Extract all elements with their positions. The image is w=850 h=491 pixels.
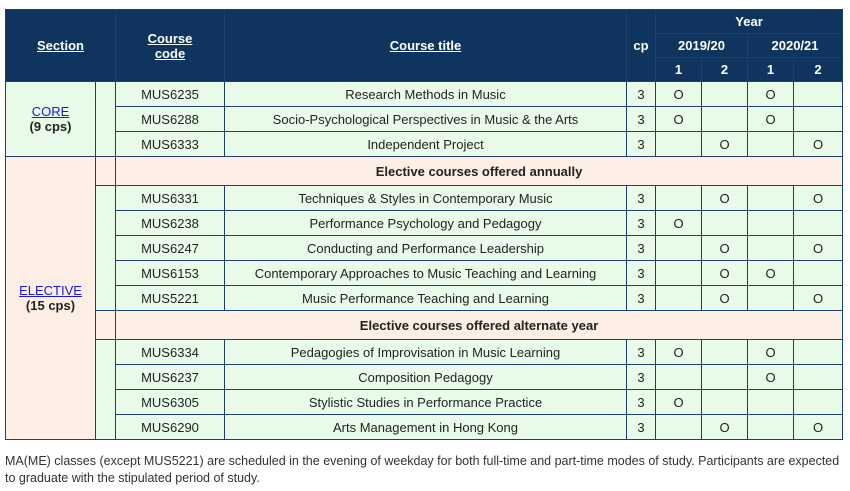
offer-2019-s2: [702, 340, 748, 365]
course-code: MUS6333: [116, 132, 225, 157]
course-code: MUS6290: [116, 415, 225, 440]
schedule-note: MA(ME) classes (except MUS5221) are scheduled in the evening of weekday for both full-time and part-time modes of study. Participants are expected to graduate with the stipulated period of study.: [5, 454, 840, 485]
elective-link[interactable]: ELECTIVE: [19, 283, 82, 298]
offer-2020-s1: [748, 286, 794, 311]
offer-2020-s1: [748, 390, 794, 415]
course-cp: 3: [627, 390, 656, 415]
course-cp: 3: [627, 236, 656, 261]
table-row: [6, 186, 843, 211]
offer-2020-s1: O: [748, 82, 794, 107]
offer-2020-s2: [794, 82, 843, 107]
table-row: [6, 132, 843, 157]
group-header-row: [6, 157, 843, 186]
course-title: Performance Psychology and Pedagogy: [225, 211, 627, 236]
course-code: MUS6235: [116, 82, 225, 107]
offer-2019-s2: O: [702, 236, 748, 261]
row-spacer: [96, 340, 116, 440]
section-elective: [6, 157, 96, 440]
course-title: Arts Management in Hong Kong: [225, 415, 627, 440]
row-spacer: [96, 311, 116, 340]
offer-2019-s2: [702, 211, 748, 236]
course-title: Socio-Psychological Perspectives in Music & the Arts: [225, 107, 627, 132]
offer-2020-s1: [748, 236, 794, 261]
header-cp: cp: [627, 10, 656, 82]
offer-2020-s2: O: [794, 236, 843, 261]
group-title-alternate: Elective courses offered alternate year: [116, 311, 843, 340]
offer-2019-s2: O: [702, 415, 748, 440]
offer-2020-s2: [794, 390, 843, 415]
offer-2020-s1: O: [748, 365, 794, 390]
table-row: [6, 82, 843, 107]
offer-2019-s2: [702, 82, 748, 107]
offer-2019-s1: O: [656, 211, 702, 236]
table-row: [6, 107, 843, 132]
offer-2020-s2: O: [794, 132, 843, 157]
table-row: [6, 286, 843, 311]
offer-2019-s1: [656, 365, 702, 390]
offer-2019-s1: O: [656, 340, 702, 365]
offer-2019-s1: [656, 186, 702, 211]
course-cp: 3: [627, 415, 656, 440]
header-year-2019: 2019/20: [656, 34, 748, 58]
offer-2020-s1: O: [748, 261, 794, 286]
header-course-code-line2: code: [154, 45, 186, 61]
offer-2020-s2: [794, 365, 843, 390]
header-course-code: [116, 10, 225, 82]
table-body: [6, 82, 843, 440]
header-sem-2: 2: [794, 58, 843, 82]
offer-2019-s1: [656, 236, 702, 261]
course-code: MUS6238: [116, 211, 225, 236]
course-cp: 3: [627, 211, 656, 236]
offer-2019-s2: [702, 365, 748, 390]
offer-2019-s2: O: [702, 261, 748, 286]
course-cp: 3: [627, 261, 656, 286]
offer-2020-s1: [748, 132, 794, 157]
offer-2020-s2: [794, 211, 843, 236]
offer-2019-s2: [702, 390, 748, 415]
offer-2020-s1: O: [748, 340, 794, 365]
offer-2019-s1: [656, 415, 702, 440]
row-spacer: [96, 82, 116, 157]
course-code: MUS6305: [116, 390, 225, 415]
header-course-code-line1: Course: [147, 30, 193, 46]
course-code: MUS5221: [116, 286, 225, 311]
table-row: [6, 261, 843, 286]
header-sem-1: 1: [748, 58, 794, 82]
course-code: MUS6334: [116, 340, 225, 365]
header-section: Section: [6, 10, 116, 82]
table-row: [6, 340, 843, 365]
course-title: Techniques & Styles in Contemporary Music: [225, 186, 627, 211]
offer-2019-s1: [656, 132, 702, 157]
group-header-row: [6, 311, 843, 340]
offer-2020-s1: [748, 186, 794, 211]
course-title: Stylistic Studies in Performance Practice: [225, 390, 627, 415]
header-course-title: Course title: [225, 10, 627, 82]
offer-2019-s2: [702, 107, 748, 132]
course-title: Music Performance Teaching and Learning: [225, 286, 627, 311]
header-sem-1: 1: [656, 58, 702, 82]
course-code: MUS6247: [116, 236, 225, 261]
core-cps: (9 cps): [29, 119, 72, 134]
course-title: Independent Project: [225, 132, 627, 157]
course-title: Research Methods in Music: [225, 82, 627, 107]
offer-2020-s2: O: [794, 286, 843, 311]
elective-cps: (15 cps): [25, 298, 76, 313]
header-year: Year: [656, 10, 843, 34]
course-cp: 3: [627, 107, 656, 132]
course-code: MUS6153: [116, 261, 225, 286]
course-cp: 3: [627, 186, 656, 211]
offer-2019-s1: [656, 261, 702, 286]
offer-2020-s2: [794, 107, 843, 132]
offer-2019-s1: O: [656, 82, 702, 107]
course-cp: 3: [627, 340, 656, 365]
offer-2019-s1: [656, 286, 702, 311]
section-core: [6, 82, 96, 157]
table-row: [6, 236, 843, 261]
course-code: MUS6331: [116, 186, 225, 211]
course-code: MUS6237: [116, 365, 225, 390]
offer-2020-s2: [794, 340, 843, 365]
offer-2020-s1: [748, 415, 794, 440]
course-title: Contemporary Approaches to Music Teaching and Learning: [225, 261, 627, 286]
table-row: [6, 390, 843, 415]
course-cp: 3: [627, 365, 656, 390]
offer-2020-s1: [748, 211, 794, 236]
offer-2020-s1: O: [748, 107, 794, 132]
offer-2020-s2: O: [794, 415, 843, 440]
row-spacer: [96, 157, 116, 186]
course-cp: 3: [627, 132, 656, 157]
row-spacer: [96, 186, 116, 311]
offer-2019-s2: O: [702, 186, 748, 211]
course-title: Conducting and Performance Leadership: [225, 236, 627, 261]
group-title-annual: Elective courses offered annually: [116, 157, 843, 186]
offer-2020-s2: [794, 261, 843, 286]
course-cp: 3: [627, 82, 656, 107]
header-sem-2: 2: [702, 58, 748, 82]
course-code: MUS6288: [116, 107, 225, 132]
core-link[interactable]: CORE: [31, 104, 70, 119]
offer-2020-s2: O: [794, 186, 843, 211]
course-title: Pedagogies of Improvisation in Music Learning: [225, 340, 627, 365]
table-row: [6, 211, 843, 236]
table-header: [6, 10, 843, 82]
header-year-2020: 2020/21: [748, 34, 843, 58]
course-table: [5, 9, 843, 440]
offer-2019-s1: O: [656, 107, 702, 132]
course-cp: 3: [627, 286, 656, 311]
offer-2019-s2: O: [702, 132, 748, 157]
table-row: [6, 415, 843, 440]
offer-2019-s2: O: [702, 286, 748, 311]
course-title: Composition Pedagogy: [225, 365, 627, 390]
table-row: [6, 365, 843, 390]
offer-2019-s1: O: [656, 390, 702, 415]
